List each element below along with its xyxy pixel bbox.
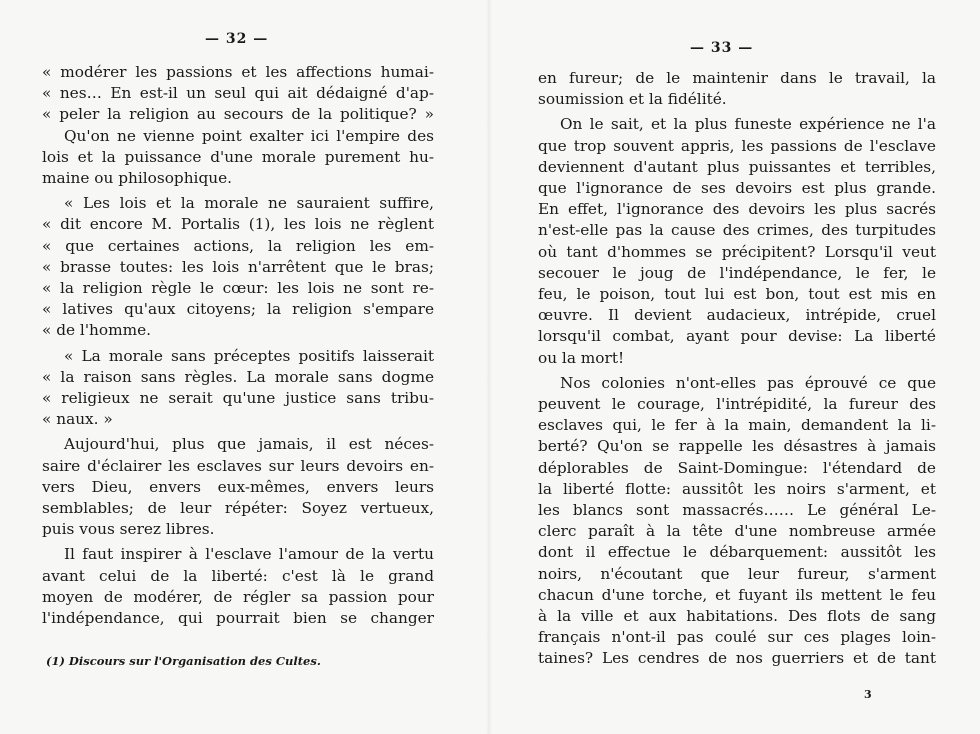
text-line: « modérer les passions et les affections humai- — [42, 63, 434, 81]
text-line: les blancs sont massacrés…… Le général Le- — [538, 501, 936, 520]
left-page-text — [42, 62, 434, 629]
left-page-number: — 32 — — [205, 31, 269, 47]
text-line: secouer le joug de l'indépendance, le fer, le — [538, 263, 936, 282]
text-line: esclaves qui, le fer à la main, demandent la li- — [538, 416, 936, 435]
text-line: ou la mort! — [538, 348, 625, 367]
text-line: « latives qu'aux citoyens; la religion s'empare — [42, 300, 434, 319]
footnote: (1) Discours sur l'Organisation des Cultes. — [46, 654, 321, 668]
text-line: « la religion règle le cœur: les lois ne sont re- — [42, 279, 434, 298]
text-line: à la ville et aux habitations. Des flots de sang — [538, 607, 936, 626]
text-line: maine ou philosophique. — [42, 169, 233, 188]
right-page-number: — 33 — — [690, 40, 754, 56]
text-line: avant celui de la liberté: c'est là le grand — [42, 566, 434, 585]
text-line: « que certaines actions, la religion les em- — [42, 236, 434, 255]
text-line: la liberté flotte: aussitôt les noirs s'arment, et — [538, 479, 936, 498]
text-line: que trop souvent appris, les passions de l'esclave — [538, 136, 936, 155]
text-line: clerc paraît à la tête d'une nombreuse armée — [538, 522, 936, 541]
text-line: « dit encore M. Portalis (1), les lois ne règlent — [42, 215, 434, 234]
text-line: « la raison sans règles. La morale sans dogme — [42, 367, 434, 386]
text-line: moyen de modérer, de régler sa passion pour — [42, 587, 434, 606]
text-line: l'indépendance, qui pourrait bien se changer — [42, 609, 434, 628]
text-line: « religieux ne serait qu'une justice sans tribu- — [42, 389, 434, 408]
text-line: lorsqu'il combat, ayant pour devise: La liberté — [538, 327, 936, 346]
text-line: « brasse toutes: les lois n'arrêtent que le bras; — [42, 257, 434, 276]
text-line: n'est-elle pas la cause des crimes, des turpitudes — [538, 221, 936, 240]
text-line: lois et la puissance d'une morale purement hu- — [42, 147, 434, 166]
text-line: soumission et la fidélité. — [538, 90, 727, 109]
text-line: français n'ont-il pas coulé sur ces plages loin- — [538, 628, 936, 647]
text-line: deviennent d'autant plus puissantes et terribles, — [538, 157, 936, 176]
text-line: On le sait, et la plus funeste expérience ne l'a — [560, 115, 936, 134]
text-line: saire d'éclairer les esclaves sur leurs devoirs en- — [42, 456, 434, 475]
text-line: « naux. » — [42, 410, 113, 429]
text-line: Qu'on ne vienne point exalter ici l'empire des — [64, 126, 434, 145]
text-line: puis vous serez libres. — [42, 520, 215, 539]
text-line: chacun d'une torche, et fuyant ils mettent le feu — [538, 585, 936, 604]
text-line: Nos colonies n'ont-elles pas éprouvé ce que — [560, 373, 936, 392]
text-line: En effet, l'ignorance des devoirs les plus sacrés — [538, 200, 936, 219]
text-line: taines? Les cendres de nos guerriers et de tant — [538, 649, 936, 668]
text-line: « Les lois et la morale ne sauraient suffire, — [64, 194, 434, 213]
text-line: dont il effectue le débarquement: aussitôt les — [538, 543, 936, 562]
text-line: « de l'homme. — [42, 321, 152, 340]
text-line: « La morale sans préceptes positifs laisserait — [64, 346, 434, 365]
text-line: « nes… En est-il un seul qui ait dédaigné d'ap- — [42, 84, 434, 103]
text-line: berté? Qu'on se rappelle les désastres à jamais — [538, 437, 936, 456]
text-line: Il faut inspirer à l'esclave l'amour de la vertu — [64, 545, 434, 564]
text-line: vers Dieu, envers eux-mêmes, envers leurs — [42, 477, 434, 496]
text-line: où tant d'hommes se précipitent? Lorsqu'il veut — [538, 242, 936, 261]
text-line: peuvent le courage, l'intrépidité, la fureur des — [538, 395, 936, 414]
right-page — [490, 0, 980, 734]
text-line: œuvre. Il devient audacieux, intrépide, cruel — [538, 306, 936, 325]
text-line: feu, le poison, tout lui est bon, tout est mis en — [538, 285, 936, 304]
text-line: que l'ignorance de ses devoirs est plus grande. — [538, 179, 936, 198]
text-line: « peler la religion au secours de la politique? » — [42, 105, 434, 124]
right-page-text — [538, 68, 936, 670]
text-line: Aujourd'hui, plus que jamais, il est néces- — [64, 435, 434, 454]
text-line: en fureur; de le maintenir dans le travail, la — [538, 69, 936, 87]
text-line: semblables; de leur répéter: Soyez vertueux, — [42, 499, 434, 518]
text-line: déplorables de Saint-Domingue: l'étendard de — [538, 458, 936, 477]
text-line: noirs, n'écoutant que leur fureur, s'arment — [538, 564, 936, 583]
signature-mark: 3 — [864, 688, 872, 701]
